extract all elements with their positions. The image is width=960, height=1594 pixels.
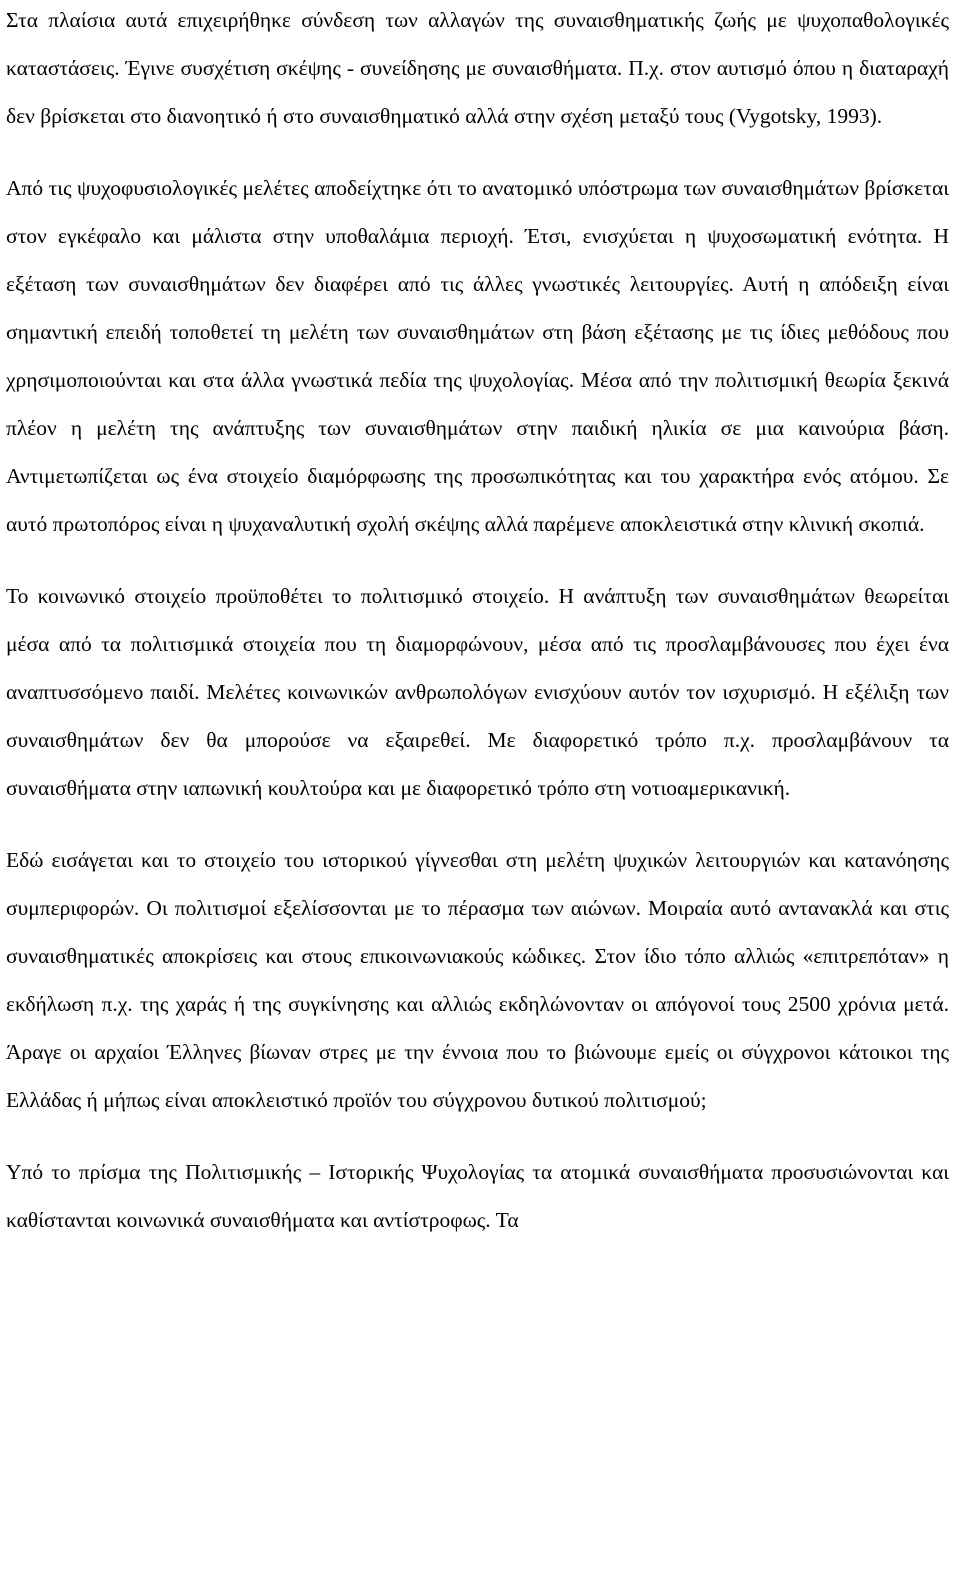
paragraph-cultural-historical-psychology: Υπό το πρίσμα της Πολιτισμικής – Ιστορικής Ψυχολογίας τα ατομικά συναισθήματα προσυσιώνονται και καθίστανται κοινωνικά συναισθήματα και αντίστροφως. Τα xyxy=(6,1160,949,1232)
paragraph-psychophysiology: Από τις ψυχοφυσιολογικές μελέτες αποδείχτηκε ότι το ανατομικό υπόστρωμα των συναισθημάτων βρίσκεται στον εγκέφαλο και μάλιστα στην υποθαλάμια περιοχή. Έτσι, ενισχύεται η ψυχοσωματική ενότητα. Η εξέταση των συναισθημάτων δεν διαφέρει από τις άλλες γνωστικές λειτουργίες. Αυτή η απόδειξη είναι σημαντική επειδή τοποθετεί τη μελέτη των συναισθημάτων στη βάση εξέτασης με τις ίδιες μεθόδους που χρησιμοποιούνται και στα άλλα γνωστικά πεδία της ψυχολογίας. Μέσα από την πολιτισμική θεωρία ξεκινά πλέον η μελέτη της ανάπτυξης των συναισθημάτων στην παιδική ηλικία σε μια καινούρια βάση. Αντιμετωπίζεται ως ένα στοιχείο διαμόρφωσης της προσωπικότητας και του χαρακτήρα ενός ατόμου. Σε αυτό πρωτοπόρος είναι η ψυχαναλυτική σχολή σκέψης αλλά παρέμενε αποκλειστικά στην κλινική σκοπιά. xyxy=(6,176,949,536)
paragraph-historical-element: Εδώ εισάγεται και το στοιχείο του ιστορικού γίγνεσθαι στη μελέτη ψυχικών λειτουργιών και κατανόησης συμπεριφορών. Οι πολιτισμοί εξελίσσονται με το πέρασμα των αιώνων. Μοιραία αυτό αντανακλά και στις συναισθηματικές αποκρίσεις και στους επικοινωνιακούς κώδικες. Στον ίδιο τόπο αλλιώς «επιτρεπόταν» η εκδήλωση π.χ. της χαράς ή της συγκίνησης και αλλιώς εκδηλώνονταν οι απόγονοί τους 2500 χρόνια μετά. Άραγε οι αρχαίοι Έλληνες βίωναν στρες με την έννοια που το βιώνουμε εμείς οι σύγχρονοι κάτοικοι της Ελλάδας ή μήπως είναι αποκλειστικό προϊόν του σύγχρονου δυτικού πολιτισμού; xyxy=(6,848,949,1112)
paragraph-social-element: Το κοινωνικό στοιχείο προϋποθέτει το πολιτισμικό στοιχείο. Η ανάπτυξη των συναισθημάτων θεωρείται μέσα από τα πολιτισμικά στοιχεία που τη διαμορφώνουν, μέσα από τις προσλαμβάνουσες που έχει ένα αναπτυσσόμενο παιδί. Μελέτες κοινωνικών ανθρωπολόγων ενισχύουν αυτόν τον ισχυρισμό. Η εξέλιξη των συναισθημάτων δεν θα μπορούσε να εξαιρεθεί. Με διαφορετικό τρόπο π.χ. προσλαμβάνουν τα συναισθήματα στην ιαπωνική κουλτούρα και με διαφορετικό τρόπο στη νοτιοαμερικανική. xyxy=(6,584,949,800)
paragraph-psychopathology: Στα πλαίσια αυτά επιχειρήθηκε σύνδεση των αλλαγών της συναισθηματικής ζωής με ψυχοπαθολογικές καταστάσεις. Έγινε συσχέτιση σκέψης - συνείδησης με συναισθήματα. Π.χ. στον αυτισμό όπου η διαταραχή δεν βρίσκεται στο διανοητικό ή στο συναισθηματικό αλλά στην σχέση μεταξύ τους (Vygotsky, 1993). xyxy=(6,8,949,128)
